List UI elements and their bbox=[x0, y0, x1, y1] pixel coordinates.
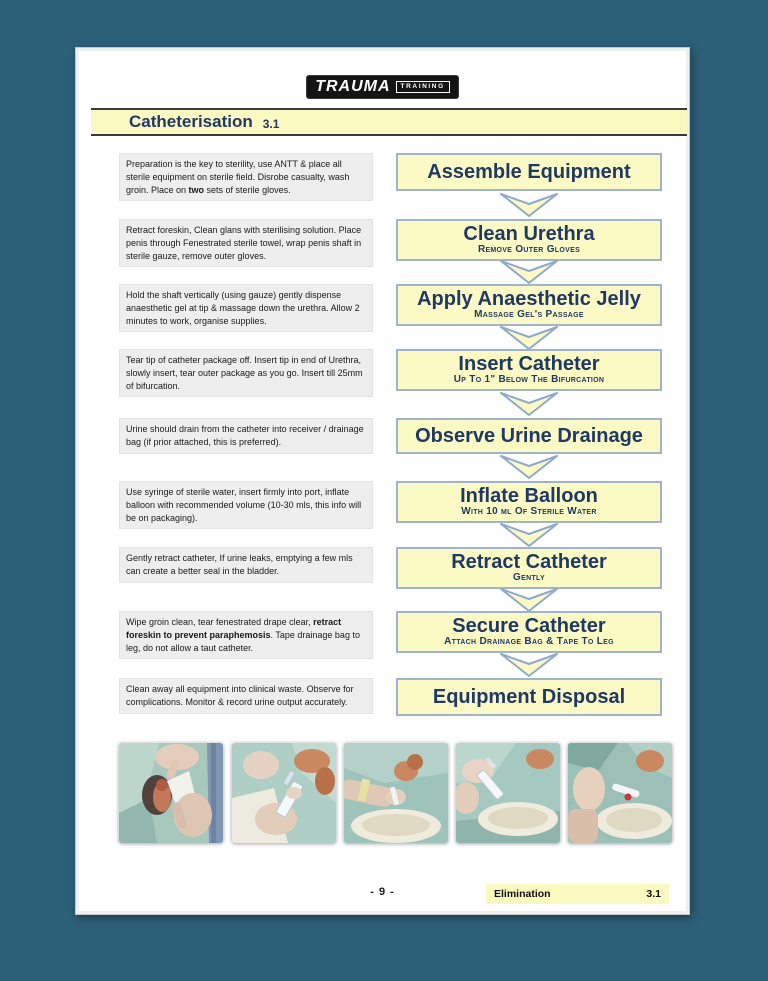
footer-section-number: 3.1 bbox=[646, 888, 661, 900]
flow-step-subtitle: Remove Outer Gloves bbox=[477, 244, 581, 256]
flow-step-title: Inflate Balloon bbox=[460, 485, 598, 508]
desc-text: . Tape drainage bag to leg, do not allow a taut catheter. bbox=[126, 629, 360, 653]
flow-step-box bbox=[396, 611, 662, 653]
flow-step-subtitle: With 10 ml Of Sterile Water bbox=[461, 506, 597, 518]
step-description bbox=[119, 547, 373, 583]
flow-arrow-down-icon bbox=[500, 193, 558, 217]
flow-step-box bbox=[396, 349, 662, 391]
flow-arrow-down-icon bbox=[500, 260, 558, 284]
logo-primary-text: TRAUMA bbox=[315, 78, 391, 95]
header bbox=[76, 76, 689, 98]
page-number: - 9 - bbox=[370, 886, 395, 898]
flow-step-title: Assemble Equipment bbox=[427, 160, 631, 183]
flow-step-title: Clean Urethra bbox=[463, 223, 595, 246]
flow-step-box bbox=[396, 678, 662, 716]
desc-text: Tear tip of catheter package off. Insert tip in end of Urethra, slowly insert, tear outer package as you go. Insert till 25mm of bifurcation. bbox=[126, 355, 363, 391]
desc-text: Wipe groin clean, tear fenestrated drape clear, bbox=[126, 617, 314, 627]
logo-secondary-text: TRAINING bbox=[396, 81, 450, 93]
trauma-training-logo bbox=[307, 76, 458, 98]
desc-text: Gently retract catheter, If urine leaks, emptying a few mls can create a better seal in the bladder. bbox=[126, 553, 353, 576]
desc-text: Use syringe of sterile water, insert firmly into port, inflate balloon with recommended volume (10-30 mls, this info will be on packaging). bbox=[126, 487, 362, 523]
desc-text: Hold the shaft vertically (using gauze) gently dispense anaesthetic gel at tip & massage down the urethra. Allow 2 minutes to work, organise supplies. bbox=[126, 290, 360, 326]
flow-step-subtitle: Up To 1" Below The Bifurcation bbox=[453, 374, 605, 386]
flow-step-box bbox=[396, 219, 662, 261]
procedure-photo-2 bbox=[232, 743, 336, 843]
procedure-photo-3 bbox=[344, 743, 448, 843]
step-description bbox=[119, 611, 373, 659]
desc-bold-text: retract foreskin to prevent paraphemosis bbox=[126, 617, 342, 640]
flow-step-subtitle: Attach Drainage Bag & Tape To Leg bbox=[444, 636, 614, 648]
procedure-photo-5 bbox=[568, 743, 672, 843]
desc-bold-text: two bbox=[188, 184, 205, 195]
page-title: Catheterisation bbox=[129, 112, 253, 131]
flow-step-title: Apply Anaesthetic Jelly bbox=[417, 288, 641, 311]
step-description bbox=[119, 678, 373, 714]
flow-step-box bbox=[396, 284, 662, 326]
flow-arrow-down-icon bbox=[500, 326, 558, 350]
flow-step-subtitle: Massage Gel's Passage bbox=[474, 309, 584, 321]
desc-text: Preparation is the key to sterility, use ANTT & place all sterile equipment on sterile field. Disrobe casualty, wash groin. Place on bbox=[126, 159, 350, 195]
flow-step-title: Insert Catheter bbox=[458, 353, 600, 376]
footer-section-label: Elimination bbox=[494, 888, 551, 900]
flow-arrow-down-icon bbox=[500, 653, 558, 677]
step-description bbox=[119, 219, 373, 267]
flow-step-title: Secure Catheter bbox=[452, 615, 606, 638]
flow-step-title: Equipment Disposal bbox=[432, 685, 626, 708]
flow-step-box bbox=[396, 153, 662, 191]
step-description bbox=[119, 418, 373, 454]
flow-arrow-down-icon bbox=[500, 392, 558, 416]
step-description bbox=[119, 153, 373, 201]
flow-arrow-down-icon bbox=[500, 455, 558, 479]
flow-step-box bbox=[396, 547, 662, 589]
flow-step-box bbox=[396, 418, 662, 454]
flow-step-box bbox=[396, 481, 662, 523]
desc-text: Retract foreskin, Clean glans with sterilising solution. Place penis through Fenestrated sterile towel, wrap penis shaft in sterile gauze, remove outer gloves. bbox=[126, 225, 362, 261]
procedure-photo-4 bbox=[456, 743, 560, 843]
desc-text: Urine should drain from the catheter into receiver / drainage bag (if prior attached, this is preferred). bbox=[126, 424, 364, 447]
flow-step-title: Retract Catheter bbox=[451, 551, 607, 574]
flow-arrow-down-icon bbox=[500, 523, 558, 547]
desc-text: sets of sterile gloves. bbox=[204, 184, 291, 195]
step-description bbox=[119, 481, 373, 529]
step-description bbox=[119, 349, 373, 397]
flow-step-subtitle: Gently bbox=[513, 572, 545, 584]
flow-step-title: Observe Urine Drainage bbox=[415, 424, 643, 447]
desc-text: Clean away all equipment into clinical waste. Observe for complications. Monitor & record urine output accurately. bbox=[126, 684, 354, 707]
procedure-photo-1 bbox=[119, 743, 223, 843]
flow-arrow-down-icon bbox=[500, 588, 558, 612]
section-title-bar bbox=[91, 108, 687, 136]
page-title-number: 3.1 bbox=[262, 116, 280, 131]
document-page bbox=[75, 47, 690, 915]
footer-section-bar bbox=[486, 884, 669, 904]
step-description bbox=[119, 284, 373, 332]
